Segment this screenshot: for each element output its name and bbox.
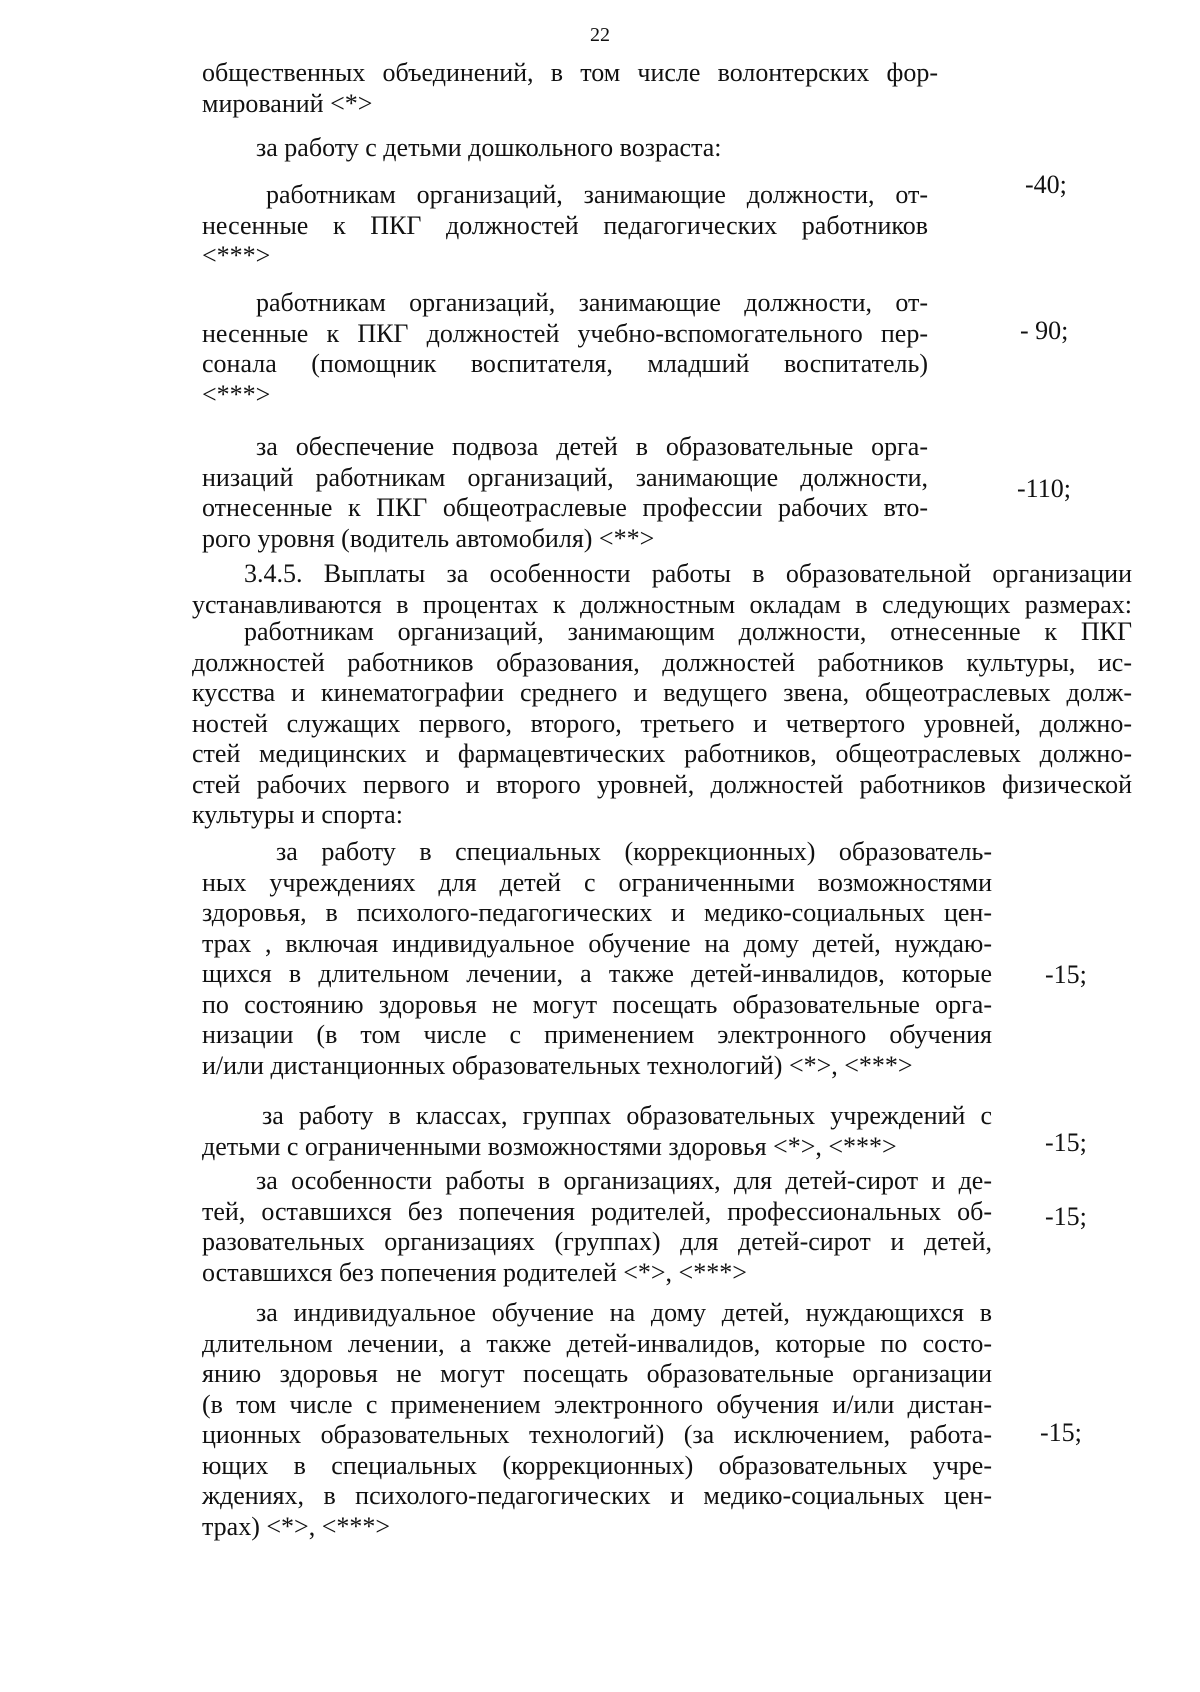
percentage-value: - 90; [1020, 316, 1069, 345]
text-line: должностей работников образования, должностей работников культуры, ис- [192, 647, 1132, 677]
text-line: работникам организаций, занимающим должности, отнесенные к ПКГ [244, 617, 1132, 646]
text-line: низаций работникам организаций, занимающие должности, [202, 462, 928, 492]
text-line: стей медицинских и фармацевтических работников, общеотраслевых должно- [192, 739, 1132, 768]
text-line: янию здоровья не могут посещать образовательные организации [202, 1359, 992, 1388]
item-preschool-support-staff [202, 288, 928, 410]
percentage-value: -15; [1045, 1202, 1087, 1231]
text-line: кусства и кинематографии среднего и ведущего звена, общеотраслевых долж- [192, 678, 1132, 707]
text-line: сонала (помощник воспитателя, младший воспитатель) [202, 349, 928, 378]
percentage-value: -15; [1045, 960, 1087, 989]
text-line: детьми с ограниченными возможностями здоровья <*>, <***> [202, 1131, 897, 1161]
text-line: за работу в классах, группах образовательных учреждений с [262, 1101, 992, 1130]
item-special-institutions [202, 837, 992, 1081]
item-special-classes [202, 1101, 992, 1162]
percentage-value: -15; [1040, 1418, 1082, 1447]
text-line: ционных образовательных технологий) (за исключением, работа- [202, 1420, 992, 1449]
text-line: и/или дистанционных образовательных технологий) <*>, <***> [202, 1050, 913, 1080]
text-line: тей, оставшихся без попечения родителей, профессиональных об- [202, 1196, 992, 1226]
text-line: 3.4.5. Выплаты за особенности работы в образовательной организации [244, 559, 1132, 588]
text-line: ностей служащих первого, второго, третьего и четвертого уровней, должно- [192, 708, 1132, 738]
text-line: мирований <*> [202, 88, 373, 118]
percentage-value: -110; [1017, 474, 1071, 503]
page-number: 22 [590, 24, 610, 46]
text-line: низации (в том числе с применением электронного обучения [202, 1020, 992, 1049]
text-line: отнесенные к ПКГ общеотраслевые профессии рабочих вто- [202, 493, 928, 522]
text-line: трах) <*>, <***> [202, 1511, 391, 1541]
text-line: <***> [202, 241, 271, 270]
section-3-4-5 [192, 559, 1132, 620]
paragraph-volunteers-tail [202, 58, 938, 119]
text-line: ждениях, в психолого-педагогических и медико-социальных цен- [202, 1481, 992, 1510]
item-preschool-pedagogical [202, 180, 928, 272]
text-line: (в том числе с применением электронного обучения и/или дистан- [202, 1389, 992, 1419]
text-line: несенные к ПКГ должностей педагогических работников [202, 210, 928, 240]
text-line: стей рабочих первого и второго уровней, должностей работников физической [192, 769, 1132, 799]
text-line: за индивидуальное обучение на дому детей, нуждающихся в [256, 1298, 992, 1327]
text-line: разовательных организациях (группах) для детей-сирот и детей, [202, 1227, 992, 1256]
text-line: работникам организаций, занимающие должности, от- [266, 180, 928, 209]
text-line: оставшихся без попечения родителей <*>, <***> [202, 1257, 747, 1287]
text-line: длительном лечении, а также детей-инвалидов, которые по состо- [202, 1328, 992, 1358]
text-line: работникам организаций, занимающие должности, от- [256, 288, 928, 317]
text-line: по состоянию здоровья не могут посещать образовательные орга- [202, 989, 992, 1019]
paragraph-employees-list [192, 617, 1132, 831]
text-line: <***> [202, 379, 271, 409]
text-line: устанавливаются в процентах к должностным окладам в следующих размерах: [192, 589, 1132, 619]
text-line: культуры и спорта: [192, 800, 403, 829]
text-line: за работу с детьми дошкольного возраста: [256, 133, 722, 162]
text-line: рого уровня (водитель автомобиля) <**> [202, 523, 655, 553]
text-line: за обеспечение подвоза детей в образовательные орга- [256, 432, 928, 461]
item-transport-drivers [202, 432, 928, 554]
paragraph-preschool-heading [256, 133, 956, 164]
text-line: за работу в специальных (коррекционных) образователь- [276, 837, 992, 866]
text-line: ных учреждениях для детей с ограниченными возможностями [202, 867, 992, 897]
text-line: трах , включая индивидуальное обучение на дому детей, нуждаю- [202, 928, 992, 958]
item-orphans [202, 1166, 992, 1288]
item-home-education [202, 1298, 992, 1542]
text-line: несенные к ПКГ должностей учебно-вспомогательного пер- [202, 318, 928, 348]
text-line: щихся в длительном лечении, а также детей-инвалидов, которые [202, 959, 992, 988]
text-line: за особенности работы в организациях, для детей-сирот и де- [256, 1166, 992, 1195]
percentage-value: -40; [1025, 170, 1067, 199]
percentage-value: -15; [1045, 1128, 1087, 1157]
text-line: здоровья, в психолого-педагогических и медико-социальных цен- [202, 898, 992, 927]
text-line: ющих в специальных (коррекционных) образовательных учре- [202, 1450, 992, 1480]
text-line: общественных объединений, в том числе волонтерских фор- [202, 58, 938, 87]
